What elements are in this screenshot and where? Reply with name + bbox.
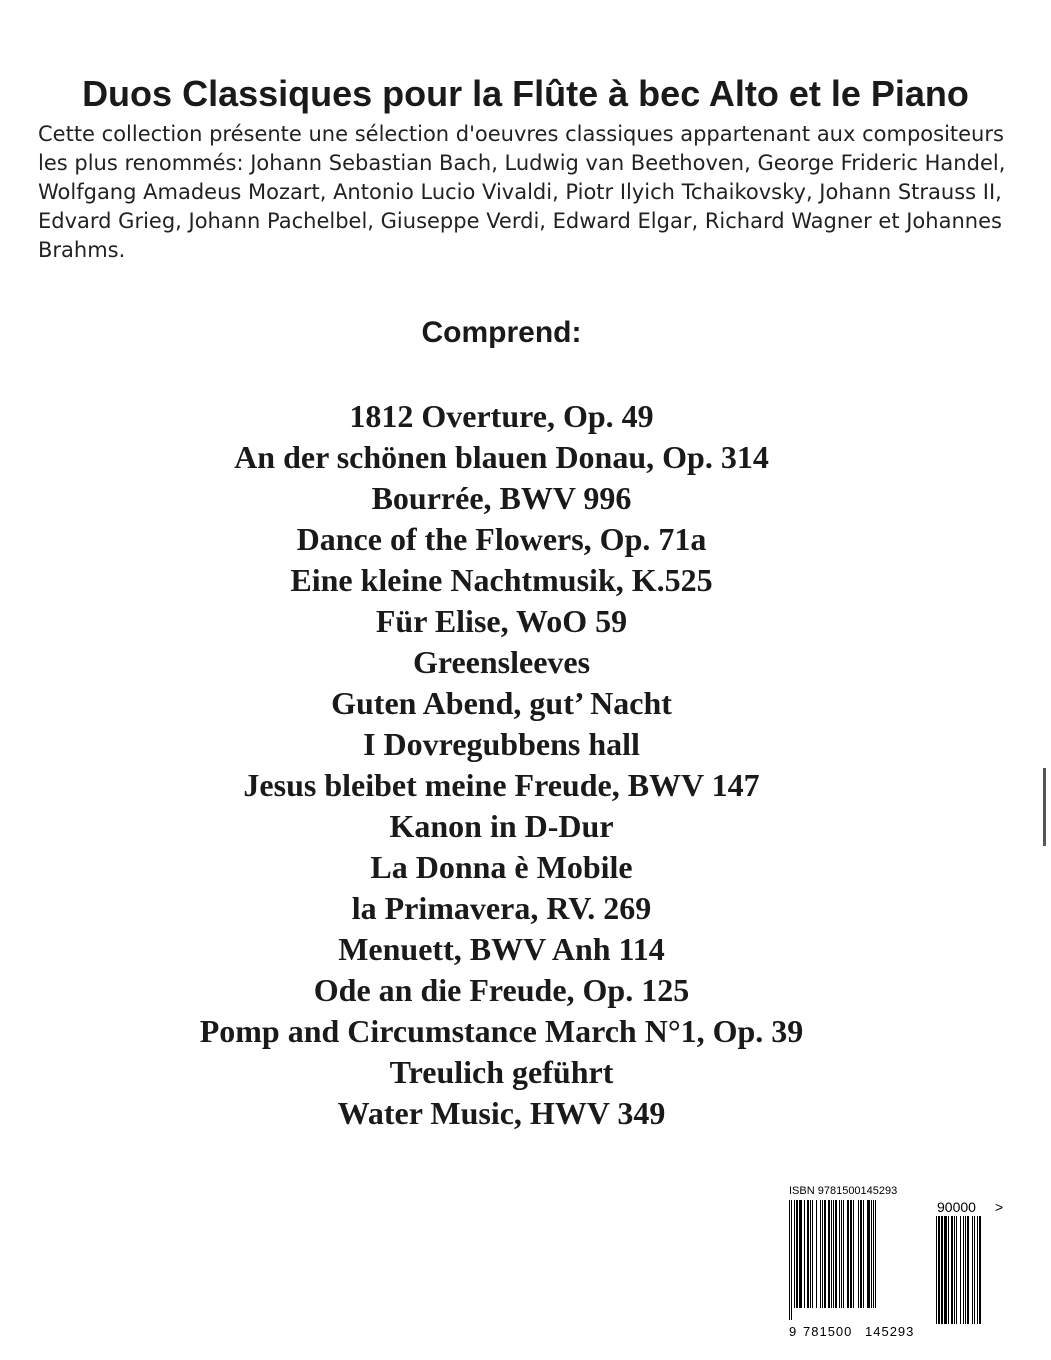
- collection-description: Cette collection présente une sélection d'oeuvres classiques appartenant aux compositeurs les plus renommés: Johann Sebastian Bach, Ludwig van Beethoven, George Frideric Handel, Wolfgang Amadeus Mozart, Antonio Lucio Vivaldi, Piotr Ilyich Tchaikovsky, Johann Strauss II, Edvard Grieg, Johann Pachelbel, Giuseppe Verdi, Edward Elgar, Richard Wagner et Johannes Brahms.: [38, 122, 1006, 262]
- work-item: Ode an die Freude, Op. 125: [313, 972, 690, 1008]
- work-item: la Primavera, RV. 269: [351, 890, 652, 926]
- page-title: Duos Classiques pour la Flûte à bec Alto et le Piano: [82, 73, 969, 114]
- barcode-addon-arrow: >: [995, 1199, 1004, 1215]
- work-item: I Dovregubbens hall: [363, 726, 640, 762]
- work-item: Water Music, HWV 349: [337, 1095, 666, 1131]
- barcode-digit-group-left: 781500: [803, 1324, 853, 1339]
- isbn-label: ISBN 9781500145293: [789, 1185, 898, 1197]
- work-item: Greensleeves: [412, 644, 591, 680]
- work-item: An der schönen blauen Donau, Op. 314: [234, 439, 769, 475]
- barcode-addon-number: 90000: [937, 1199, 976, 1215]
- works-list: [0, 396, 1003, 1134]
- work-item: Treulich geführt: [389, 1054, 614, 1090]
- barcode-digits: [789, 1324, 926, 1340]
- work-item: La Donna è Mobile: [370, 849, 633, 885]
- work-item: Eine kleine Nachtmusik, K.525: [290, 562, 713, 598]
- edge-mark: [1043, 768, 1046, 846]
- work-item: Pomp and Circumstance March N°1, Op. 39: [199, 1013, 804, 1049]
- barcode-addon-bars-icon: [936, 1216, 990, 1336]
- work-item: Kanon in D-Dur: [389, 808, 614, 844]
- barcode-digit-group-right: 145293: [865, 1324, 915, 1339]
- work-item: Bourrée, BWV 996: [371, 480, 632, 516]
- work-item: 1812 Overture, Op. 49: [349, 398, 654, 434]
- work-item: Dance of the Flowers, Op. 71a: [296, 521, 707, 557]
- barcode-digit-first: 9: [789, 1324, 797, 1339]
- work-item: Jesus bleibet meine Freude, BWV 147: [243, 767, 760, 803]
- isbn-barcode: [789, 1184, 1021, 1344]
- work-item: Menuett, BWV Anh 114: [338, 931, 665, 967]
- barcode-bars-icon: [789, 1200, 926, 1320]
- work-item: Für Elise, WoO 59: [375, 603, 628, 639]
- work-item: Guten Abend, gut’ Nacht: [331, 685, 672, 721]
- section-heading: Comprend:: [421, 316, 582, 349]
